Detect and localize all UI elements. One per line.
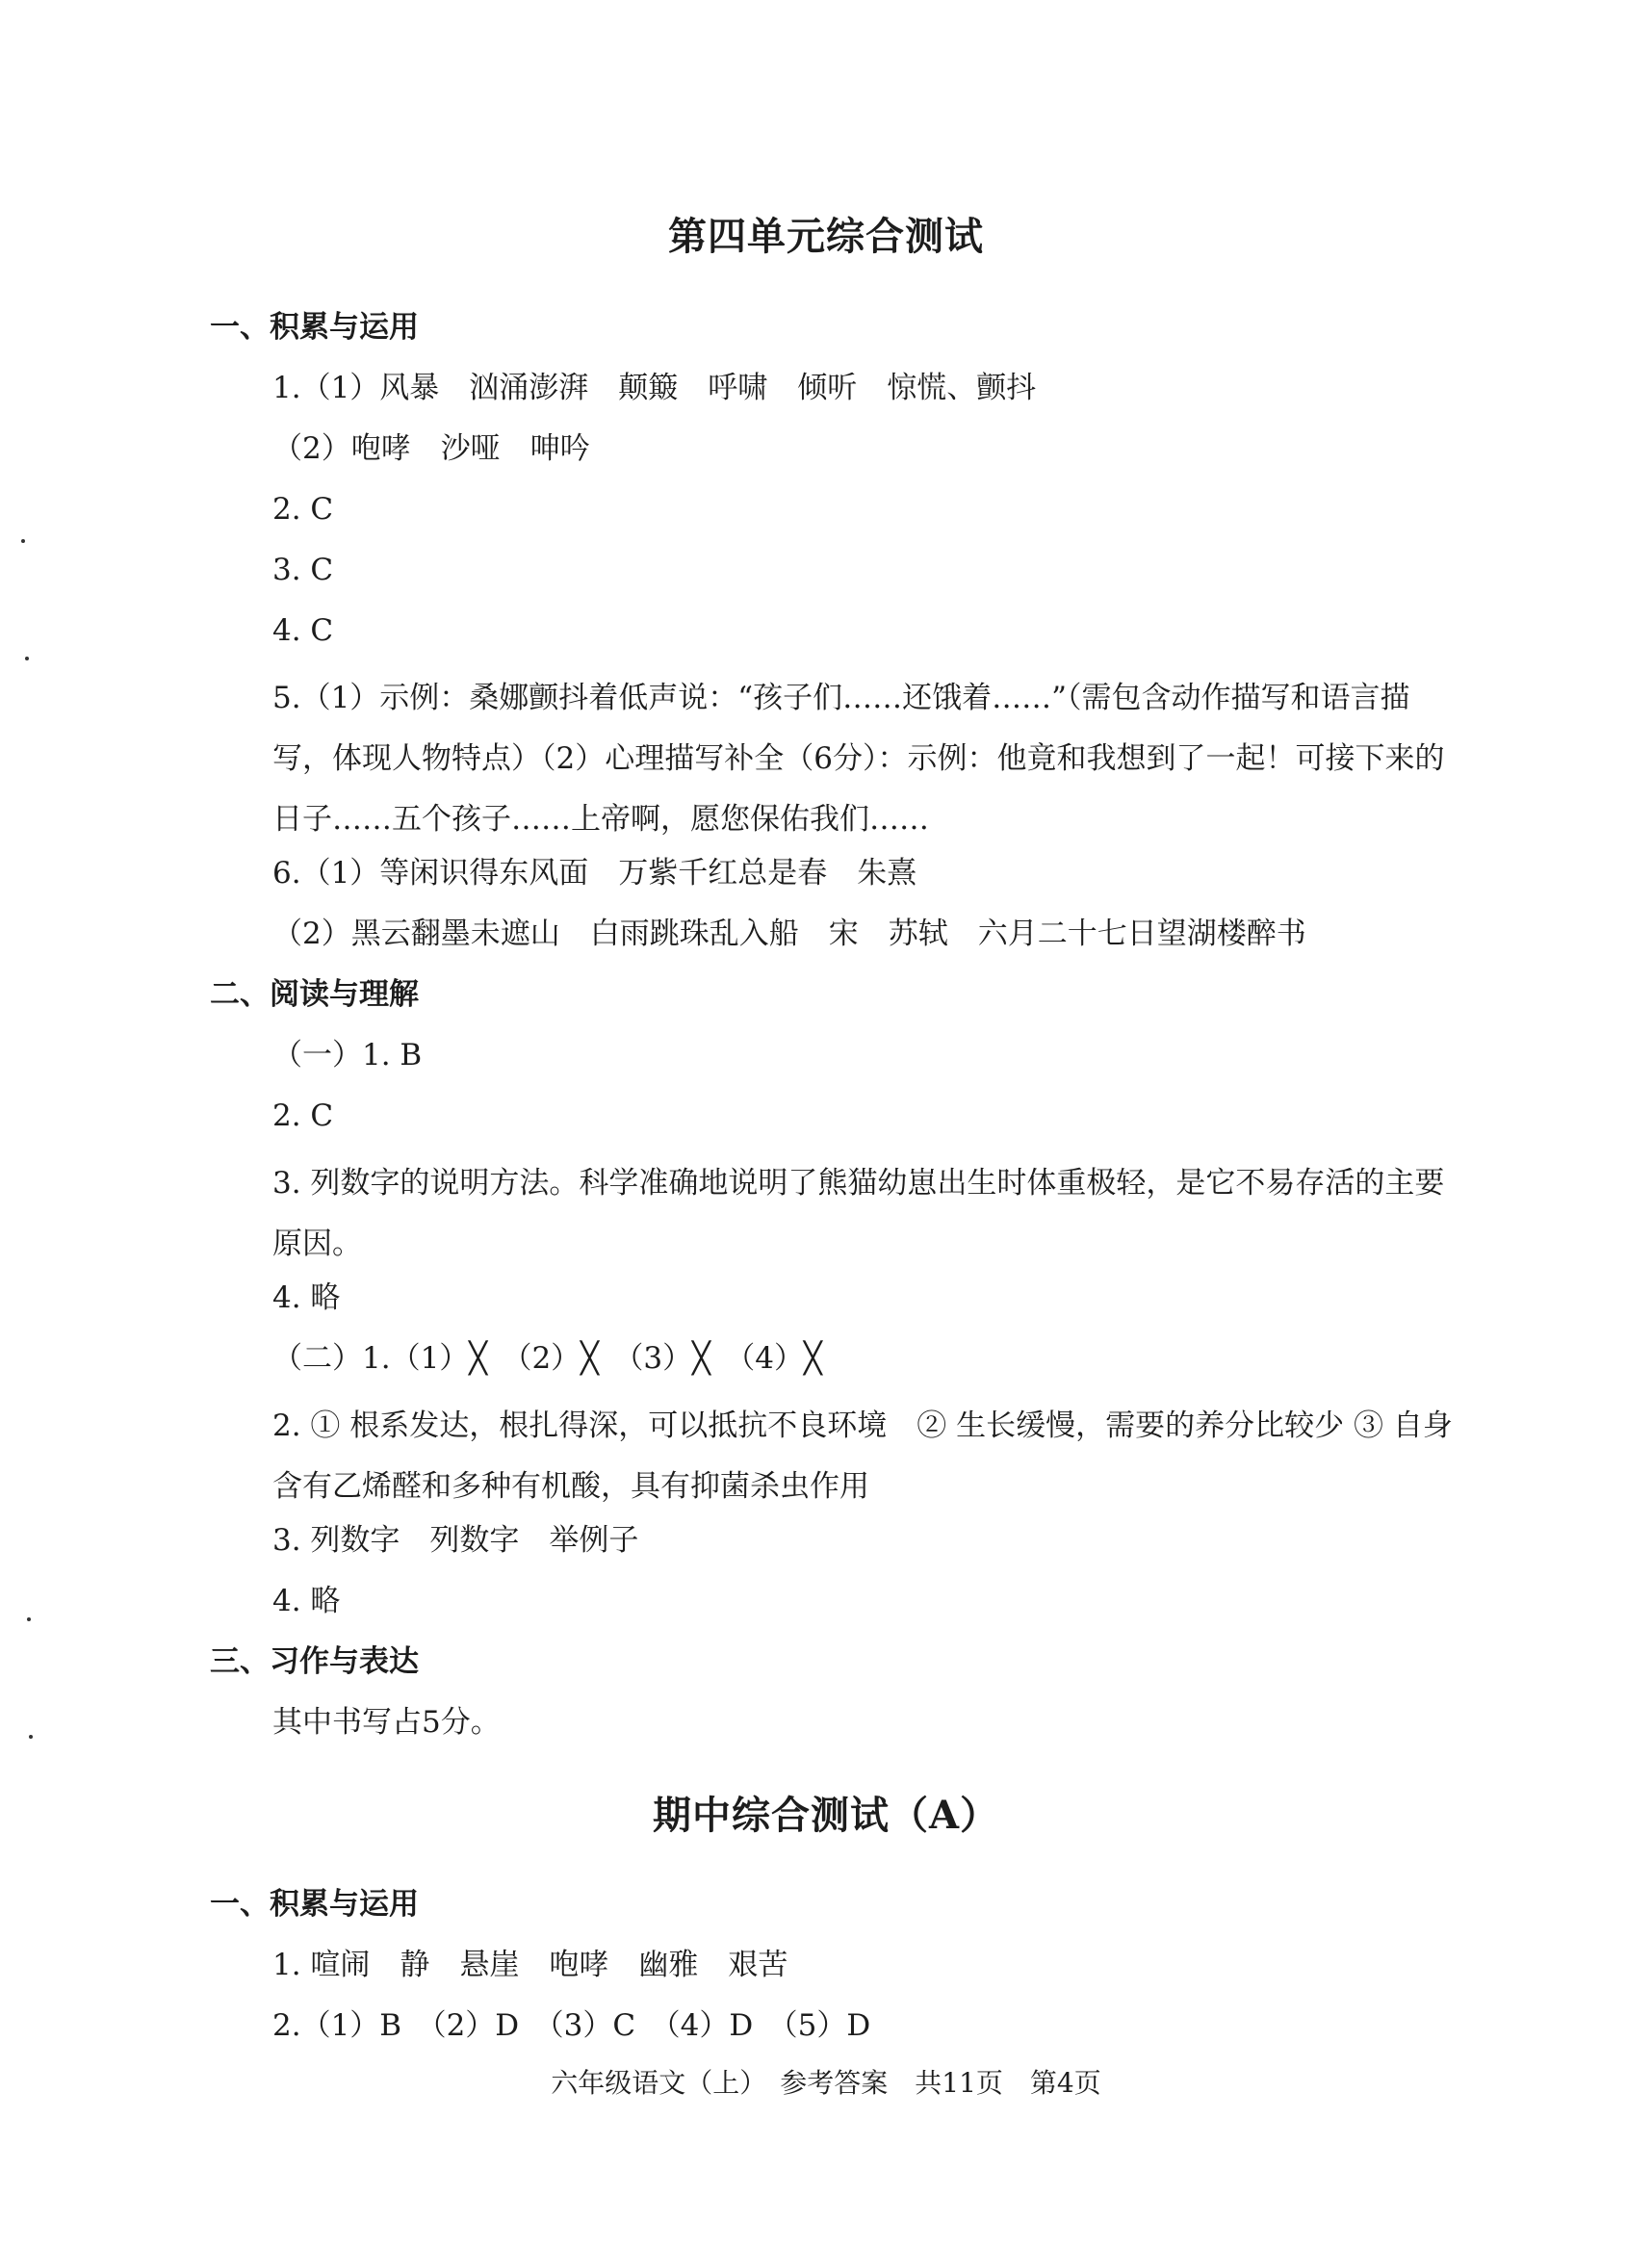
unit4-section-1-heading: 一、积累与运用 — [210, 310, 419, 345]
midterm-q1: 1. 喧闹 静 悬崖 咆哮 幽雅 艰苦 — [272, 1948, 788, 1982]
unit4-reading2-q2 — [210, 1396, 1461, 1517]
unit4-reading2-q4: 4. 略 — [272, 1584, 341, 1618]
unit4-section-2-heading: 二、阅读与理解 — [210, 977, 419, 1012]
unit4-reading2-q3: 3. 列数字 列数字 举例子 — [272, 1523, 639, 1558]
unit4-q2: 2. C — [272, 492, 334, 527]
unit4-q4: 4. C — [272, 613, 334, 648]
unit4-reading2-q1: （二）1.（1）╳ （2）╳ （3）╳ （4）╳ — [272, 1341, 822, 1376]
unit4-reading1-q4: 4. 略 — [272, 1280, 341, 1315]
unit4-reading2-q2-text: 2. ① 根系发达，根扎得深，可以抵抗不良环境 ② 生长缓慢，需要的养分比较少 ③ 自身含有乙烯醛和多种有机酸，具有抑菌杀虫作用 — [272, 1408, 1453, 1504]
unit4-q5 — [210, 668, 1461, 850]
scan-speck — [25, 657, 29, 660]
unit4-reading1-q1: （一）1. B — [272, 1038, 423, 1072]
midterm-q2: 2.（1）B （2）D （3）C （4）D （5）D — [272, 2008, 871, 2043]
page-footer: 六年级语文（上） 参考答案 共11页 第4页 — [551, 2067, 1101, 2099]
scan-speck — [29, 1735, 33, 1739]
unit4-q5-text: 5.（1）示例：桑娜颤抖着低声说：“孩子们……还饿着……”（需包含动作描写和语言描写，体现人物特点）（2）心理描写补全（6分）：示例：他竟和我想到了一起！可接下来的日子……五个孩子……上帝啊，愿您保佑我们…… — [272, 681, 1445, 837]
unit4-reading1-q2: 2. C — [272, 1098, 334, 1133]
unit4-reading1-q3 — [210, 1153, 1461, 1275]
unit4-reading1-q3-text: 3. 列数字的说明方法。科学准确地说明了熊猫幼崽出生时体重极轻，是它不易存活的主要原因。 — [272, 1166, 1445, 1261]
unit4-title: 第四单元综合测试 — [668, 214, 984, 259]
unit4-section-3-heading: 三、习作与表达 — [210, 1644, 419, 1679]
midterm-title: 期中综合测试（A） — [652, 1793, 1000, 1838]
unit4-q1-part2: （2）咆哮 沙哑 呻吟 — [272, 431, 590, 466]
unit4-q6-part1: 6.（1）等闲识得东风面 万紫千红总是春 朱熹 — [272, 856, 917, 891]
unit4-q3: 3. C — [272, 553, 334, 587]
midterm-section-1-heading: 一、积累与运用 — [210, 1887, 419, 1922]
unit4-q1-part1: 1.（1）风暴 汹涌澎湃 颠簸 呼啸 倾听 惊慌、颤抖 — [272, 371, 1037, 405]
scan-speck — [21, 539, 25, 543]
unit4-q6-part2: （2）黑云翻墨未遮山 白雨跳珠乱入船 宋 苏轼 六月二十七日望湖楼醉书 — [272, 917, 1306, 951]
unit4-writing-note: 其中书写占5分。 — [272, 1705, 501, 1740]
scan-speck — [27, 1617, 31, 1621]
